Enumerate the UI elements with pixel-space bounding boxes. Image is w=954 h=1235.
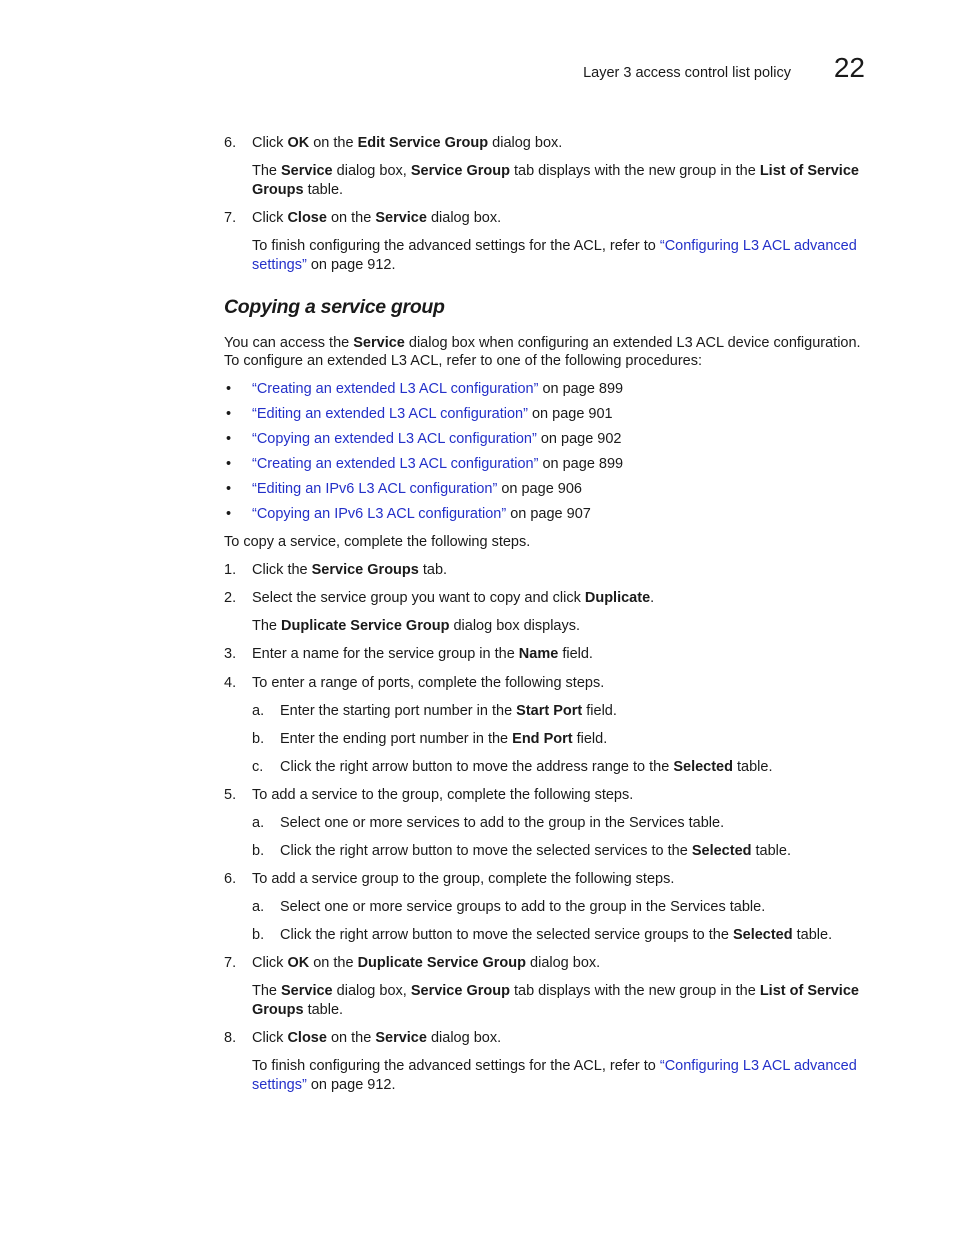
step-number: 6.: [224, 135, 237, 151]
text-run: To add a service group to the group, complete the following steps.: [252, 871, 675, 887]
text-run: dialog box.: [426, 210, 502, 226]
substep-letter: b.: [252, 731, 265, 747]
text-run: table.: [751, 843, 791, 859]
bullet-icon: •: [226, 481, 232, 497]
text-run: on the: [309, 135, 358, 151]
ui-term: Name: [518, 646, 559, 662]
step-paragraph: [252, 237, 857, 256]
substep-text: [280, 758, 772, 777]
step-text: [252, 1029, 501, 1048]
ui-term: Service Group: [410, 983, 510, 999]
cross-reference-link[interactable]: “Creating an extended L3 ACL configuration”: [252, 381, 539, 397]
step-paragraph: [224, 352, 702, 371]
ui-term: Selected: [732, 927, 793, 943]
step-paragraph: [224, 334, 861, 353]
step-number: 5.: [224, 787, 237, 803]
text-run: on the: [326, 210, 376, 226]
substep-letter: a.: [252, 703, 265, 719]
text-run: To finish configuring the advanced settings for the ACL, refer to: [252, 238, 660, 254]
ui-term: Close: [287, 1030, 327, 1046]
step-text: [252, 674, 604, 693]
step-paragraph: [252, 256, 396, 275]
text-run: on page 899: [538, 456, 624, 472]
text-run: The: [252, 983, 282, 999]
step-paragraph: [252, 617, 580, 636]
text-run: dialog box.: [426, 1030, 502, 1046]
text-run: on page 912.: [306, 1077, 396, 1093]
ui-term: List of Service: [759, 163, 859, 179]
ui-term: Duplicate Service Group: [281, 618, 450, 634]
text-run: tab displays with the new group in the: [509, 163, 760, 179]
bullet-item: [252, 405, 613, 424]
step-number: 8.: [224, 1030, 237, 1046]
step-text: [252, 645, 593, 664]
text-run: Click: [252, 210, 288, 226]
bullet-icon: •: [226, 406, 232, 422]
substep-text: [280, 730, 607, 749]
text-run: You can access the: [224, 335, 354, 351]
ui-term: Groups: [252, 1002, 304, 1018]
cross-reference-link[interactable]: settings”: [252, 257, 307, 273]
step-number: 3.: [224, 646, 237, 662]
text-run: Click the right arrow button to move the address range to the: [280, 759, 674, 775]
text-run: To add a service to the group, complete the following steps.: [252, 787, 634, 803]
text-run: dialog box when configuring an extended L3 ACL device configuration.: [404, 335, 861, 351]
substep-text: [280, 814, 724, 833]
step-paragraph: [252, 1076, 396, 1095]
ui-term: Duplicate: [584, 590, 651, 606]
substep-letter: b.: [252, 927, 265, 943]
ui-term: Selected: [673, 759, 733, 775]
text-run: dialog box,: [332, 983, 411, 999]
substep-text: [280, 898, 765, 917]
ui-term: Close: [287, 210, 327, 226]
text-run: table.: [732, 759, 773, 775]
step-number: 1.: [224, 562, 237, 578]
bullet-icon: •: [226, 381, 232, 397]
text-run: dialog box.: [526, 955, 601, 971]
ui-term: Service Group: [410, 163, 510, 179]
step-text: [252, 134, 562, 153]
text-run: Enter a name for the service group in the: [252, 646, 519, 662]
bullet-item: [252, 455, 623, 474]
step-number: 4.: [224, 675, 237, 691]
substep-letter: a.: [252, 899, 265, 915]
substep-text: [280, 702, 617, 721]
step-paragraph: [252, 1001, 343, 1020]
text-run: To configure an extended L3 ACL, refer to one of the following procedures:: [224, 353, 703, 369]
text-run: table.: [303, 1002, 344, 1018]
text-run: on the: [326, 1030, 376, 1046]
text-run: field.: [582, 703, 617, 719]
section-heading: Copying a service group: [224, 296, 445, 318]
step-number: 2.: [224, 590, 237, 606]
ui-term: OK: [287, 135, 310, 151]
text-run: Click the right arrow button to move the selected service groups to the: [280, 927, 733, 943]
text-run: field.: [572, 731, 608, 747]
bullet-item: [252, 505, 591, 524]
bullet-icon: •: [226, 431, 232, 447]
ui-term: Duplicate Service Group: [357, 955, 526, 971]
ui-term: Selected: [691, 843, 752, 859]
text-run: Select one or more service groups to add to the group in the Services table.: [280, 899, 766, 915]
step-paragraph: [252, 982, 859, 1001]
text-run: Click: [252, 1030, 288, 1046]
substep-text: [280, 926, 832, 945]
bullet-icon: •: [226, 456, 232, 472]
text-run: Click: [252, 955, 288, 971]
ui-term: End Port: [512, 731, 573, 747]
text-run: Click the right arrow button to move the selected services to the: [280, 843, 692, 859]
cross-reference-link[interactable]: “Copying an extended L3 ACL configuration”: [252, 431, 537, 447]
cross-reference-link[interactable]: “Configuring L3 ACL advanced: [659, 238, 857, 254]
ui-term: Service: [281, 163, 333, 179]
step-paragraph: [252, 1057, 857, 1076]
text-run: table.: [303, 182, 344, 198]
text-run: on the: [309, 955, 358, 971]
bullet-item: [252, 480, 582, 499]
ui-term: List of Service: [759, 983, 859, 999]
text-run: on page 906: [497, 481, 582, 497]
text-run: on page 901: [527, 406, 613, 422]
text-run: The: [252, 618, 282, 634]
text-run: Enter the starting port number in the: [280, 703, 517, 719]
bullet-item: [252, 430, 622, 449]
ui-term: Service: [375, 1030, 427, 1046]
text-run: tab displays with the new group in the: [509, 983, 760, 999]
text-run: .: [650, 590, 655, 606]
text-run: dialog box displays.: [449, 618, 581, 634]
text-run: on page 907: [506, 506, 591, 522]
step-text: [252, 561, 447, 580]
text-run: dialog box.: [488, 135, 563, 151]
text-run: on page 912.: [306, 257, 396, 273]
step-text: [252, 209, 501, 228]
substep-letter: b.: [252, 843, 265, 859]
cross-reference-link[interactable]: settings”: [252, 1077, 307, 1093]
text-run: Click the: [252, 562, 312, 578]
step-number: 7.: [224, 955, 237, 971]
step-text: [252, 870, 674, 889]
ui-term: Service: [375, 210, 427, 226]
header-title: Layer 3 access control list policy: [583, 65, 791, 81]
cross-reference-link[interactable]: “Editing an IPv6 L3 ACL configuration”: [252, 481, 498, 497]
ui-term: Service: [281, 983, 333, 999]
bullet-icon: •: [226, 506, 232, 522]
substep-letter: a.: [252, 815, 265, 831]
text-run: Select one or more services to add to the group in the Services table.: [280, 815, 725, 831]
substep-letter: c.: [252, 759, 264, 775]
ui-term: Edit Service Group: [357, 135, 489, 151]
step-paragraph: [252, 181, 343, 200]
text-run: Click: [252, 135, 288, 151]
ui-term: Service Groups: [311, 562, 419, 578]
cross-reference-link[interactable]: “Copying an IPv6 L3 ACL configuration”: [252, 506, 507, 522]
text-run: on page 899: [538, 381, 624, 397]
copy-intro: To copy a service, complete the following steps.: [224, 534, 531, 550]
step-paragraph: [252, 162, 859, 181]
ui-term: Start Port: [516, 703, 583, 719]
text-run: field.: [558, 646, 593, 662]
step-text: [252, 954, 600, 973]
text-run: on page 902: [536, 431, 622, 447]
text-run: To enter a range of ports, complete the following steps.: [252, 675, 605, 691]
text-run: table.: [792, 927, 833, 943]
cross-reference-link[interactable]: “Configuring L3 ACL advanced: [659, 1058, 857, 1074]
step-number: 7.: [224, 210, 237, 226]
text-run: The: [252, 163, 282, 179]
substep-text: [280, 842, 791, 861]
text-run: To finish configuring the advanced settings for the ACL, refer to: [252, 1058, 660, 1074]
text-run: Enter the ending port number in the: [280, 731, 513, 747]
cross-reference-link[interactable]: “Editing an extended L3 ACL configuration”: [252, 406, 528, 422]
ui-term: OK: [287, 955, 310, 971]
step-text: [252, 786, 633, 805]
cross-reference-link[interactable]: “Creating an extended L3 ACL configuration”: [252, 456, 539, 472]
bullet-item: [252, 380, 623, 399]
step-number: 6.: [224, 871, 237, 887]
text-run: tab.: [418, 562, 448, 578]
text-run: dialog box,: [332, 163, 411, 179]
ui-term: Service: [353, 335, 405, 351]
ui-term: Groups: [252, 182, 304, 198]
chapter-number: 22: [833, 52, 865, 83]
text-run: Select the service group you want to copy and click: [252, 590, 585, 606]
step-text: [252, 589, 654, 608]
